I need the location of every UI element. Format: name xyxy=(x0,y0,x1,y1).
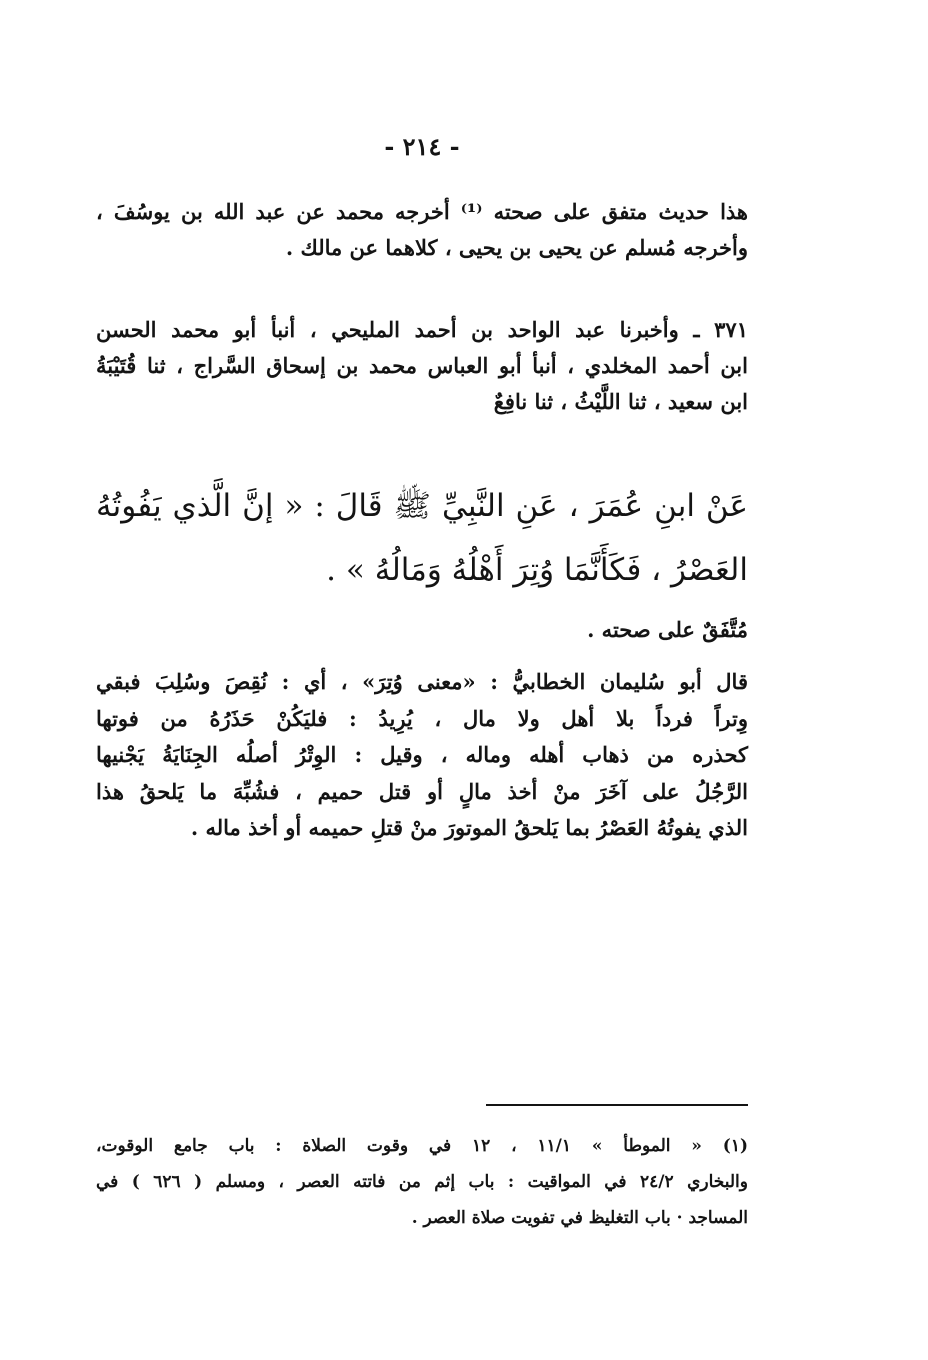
text-line: الذي يفوتُهُ العَصْرُ بما يَلحقُ الموتورَ منْ قتلِ حميمه أو أخذ ماله . xyxy=(190,815,748,841)
commentary-paragraph xyxy=(96,664,748,847)
footnote-divider xyxy=(486,1104,748,1106)
text-line: وأخرجه مُسلم عن يحيى بن يحيى ، كلاهما عن مالك . xyxy=(285,235,748,260)
hadith-text xyxy=(96,474,748,602)
text-line: ٣٧١ ـ وأخبرنا عبد الواحد بن أحمد المليحي ، أنبأ أبو محمد الحسن xyxy=(96,317,748,342)
book-page xyxy=(96,0,748,1360)
text-line: ابن أحمد المخلدي ، أنبأ أبو العباس محمد بن إسحاق السَّراج ، ثنا قُتَيْبَةُ xyxy=(96,353,748,378)
footnote-line: (١) « الموطأ » ١١/١ ، ١٢ في وقوت الصلاة : باب جامع الوقوت، xyxy=(96,1136,748,1156)
footnote-line: والبخاري ٢٤/٢ في المواقيت : باب إثم من فاتته العصر ، ومسلم ( ٦٢٦ ) في xyxy=(96,1172,748,1192)
text-line: وِتراً فرداً بلا أهل ولا مال ، يُرِيدُ : فليَكُنْ حَذَرُهُ من فوتها xyxy=(96,705,748,731)
text-line: الرَّجُلُ على آخَرَ منْ أخذ مالٍ أو قتل حميم ، فشُبِّهَ ما يَلحقُ هذا xyxy=(96,778,748,804)
footnotes xyxy=(96,1128,748,1236)
footnote-line: المساجد · باب التغليظ في تفويت صلاة العصر . xyxy=(411,1208,748,1228)
paragraph-hadith-source xyxy=(96,194,748,266)
text-line: مُتَّفَقٌ على صحته . xyxy=(587,617,748,642)
text-line: قال أبو سُليمان الخطابيُّ : «معنى وُتِرَ» ، أي : نُقِصَ وسُلِبَ فبقي xyxy=(96,669,748,694)
hadith-line: عَنْ ابنِ عُمَرَ ، عَنِ النَّبِيِّ ﷺ قَالَ : « إنَّ الَّذي يَفُوتُهُ xyxy=(96,488,748,524)
text-line: هذا حديث متفق على صحته ⁽¹⁾ أخرجه محمد عن عبد الله بن يوسُفَ ، xyxy=(96,199,749,224)
text-line: كحذره من ذهاب أهله وماله ، وقيل : الوِتْرُ أصلُه الجِنَايَةُ يَجْنيها xyxy=(96,742,748,768)
page-number: - ٢١٤ - xyxy=(384,132,460,161)
hadith-line: العَصْرُ ، فَكَأَنَّمَا وُتِرَ أَهْلُهُ وَمَالُهُ » . xyxy=(326,552,748,588)
agreed-upon-note xyxy=(96,612,748,648)
text-line: ابن سعيد ، ثنا اللَّيْثُ ، ثنا نافِعٌ xyxy=(493,389,748,414)
paragraph-isnad xyxy=(96,312,748,420)
